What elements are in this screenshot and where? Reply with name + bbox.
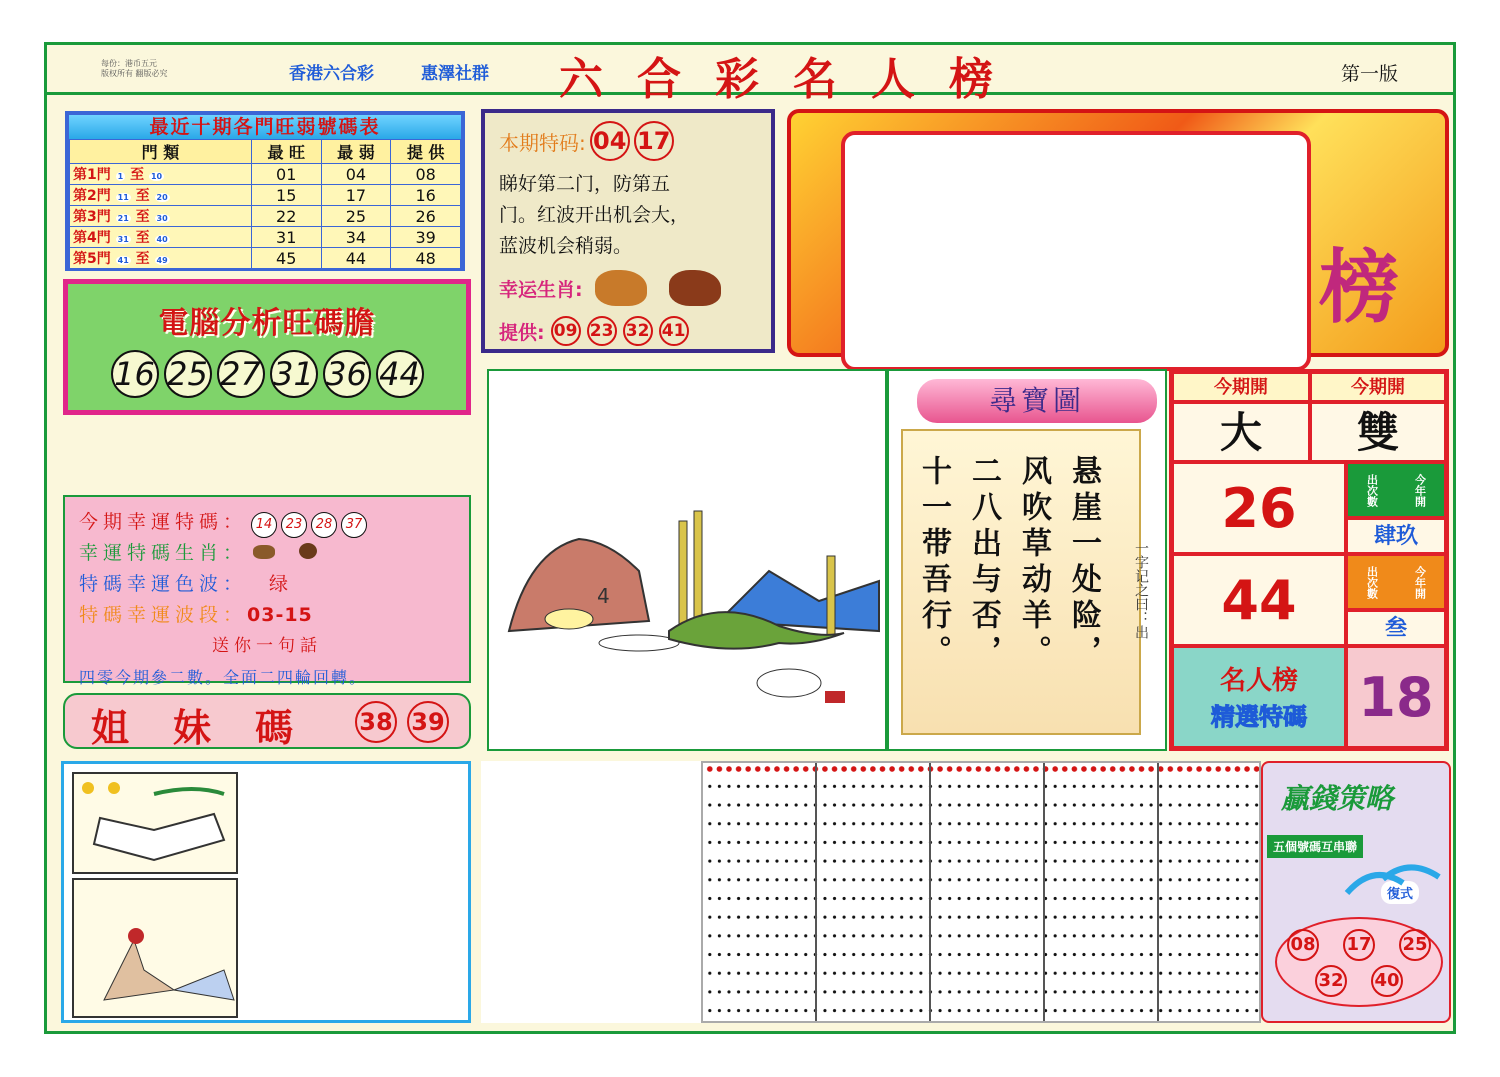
poem-column: 二八出与否， bbox=[966, 455, 1001, 671]
offer-number: 23 bbox=[587, 316, 617, 346]
number-dot-grid bbox=[701, 761, 1261, 1023]
min-cell: 25 bbox=[321, 206, 391, 227]
riddle-picture bbox=[487, 369, 887, 751]
lucky-row: 送你一句話 bbox=[212, 636, 322, 656]
scholar-image bbox=[72, 878, 238, 1018]
range-to-label: 至 bbox=[130, 167, 145, 183]
text-line: 睇好第二门，防第五 bbox=[499, 173, 671, 195]
lucky-row bbox=[79, 600, 455, 631]
text-line: 蓝波机会稍弱。 bbox=[499, 235, 633, 257]
lucky-row bbox=[79, 507, 455, 538]
banner-blank-panel bbox=[841, 131, 1311, 371]
mingren-cell bbox=[1172, 646, 1346, 748]
door-cell bbox=[70, 206, 252, 227]
header-cell: 最 旺 bbox=[251, 140, 321, 164]
header-cell: 門 類 bbox=[70, 140, 252, 164]
lizard-scene-image bbox=[489, 371, 885, 749]
range-from: 11 bbox=[117, 193, 129, 202]
max-cell: 15 bbox=[251, 185, 321, 206]
zodiac-row bbox=[499, 270, 757, 306]
min-cell: 44 bbox=[321, 248, 391, 269]
offer-row bbox=[499, 316, 757, 346]
page-frame bbox=[44, 42, 1456, 1034]
brand-community: 惠澤社群 bbox=[421, 64, 489, 84]
ox-icon bbox=[669, 270, 721, 306]
header-cell: 提 供 bbox=[391, 140, 461, 164]
sister-number: 39 bbox=[407, 701, 449, 743]
door-label: 第5門 bbox=[73, 251, 111, 267]
header-cell: 最 弱 bbox=[321, 140, 391, 164]
pc-number: 31 bbox=[270, 350, 318, 398]
bottom-left-panel bbox=[61, 761, 471, 1023]
range-to-label: 至 bbox=[135, 251, 150, 267]
strategy-title: 贏錢策略 bbox=[1281, 782, 1394, 815]
special-code-box bbox=[481, 109, 775, 353]
copyright-line: 版权所有 翻版必究 bbox=[101, 69, 168, 78]
page-title: 六合彩名人榜 bbox=[559, 54, 1027, 105]
grid-divider bbox=[929, 763, 931, 1021]
strategy-tag: 五個號碼互串聯 bbox=[1267, 835, 1363, 858]
table-header-row bbox=[70, 140, 461, 164]
range-from: 41 bbox=[117, 256, 129, 265]
offer-cell: 39 bbox=[391, 227, 461, 248]
count-tag-b: 今年開 bbox=[1413, 565, 1427, 599]
treasure-body bbox=[901, 429, 1149, 735]
door-cell bbox=[70, 248, 252, 269]
lucky-label: 幸運特碼生肖： bbox=[79, 542, 248, 564]
text-line: 门。红波开出机会大， bbox=[499, 204, 690, 226]
lucky-label: 今期幸運特碼： bbox=[79, 511, 248, 533]
header bbox=[47, 45, 1453, 105]
door-cell bbox=[70, 185, 252, 206]
strategy-number: 40 bbox=[1371, 965, 1403, 997]
big-small-value: 大 bbox=[1172, 402, 1310, 462]
sister-number: 38 bbox=[355, 701, 397, 743]
monkey-icon bbox=[299, 543, 317, 559]
table-row bbox=[70, 206, 461, 227]
grid-divider bbox=[815, 763, 817, 1021]
fushi-label: 復式 bbox=[1381, 881, 1419, 904]
lucky-label: 特碼幸運色波： bbox=[79, 573, 248, 595]
brand-hk-lottery: 香港六合彩 bbox=[289, 64, 374, 84]
strategy-number: 25 bbox=[1399, 929, 1431, 961]
count-value: 肆玖 bbox=[1346, 518, 1446, 554]
lucky-row bbox=[79, 538, 455, 569]
lucky-label: 特碼幸運波段： bbox=[79, 604, 248, 626]
special-code-text bbox=[499, 169, 757, 262]
door-cell bbox=[70, 164, 252, 185]
lucky-number: 14 bbox=[251, 512, 277, 538]
poem-column: 风吹草动羊。 bbox=[1016, 455, 1051, 671]
strategy-box bbox=[1261, 761, 1451, 1023]
poem-column: 十一带吾行。 bbox=[916, 455, 951, 671]
offer-number: 32 bbox=[623, 316, 653, 346]
edition-label: 第一版 bbox=[1341, 63, 1399, 85]
table-row bbox=[70, 248, 461, 269]
min-cell: 17 bbox=[321, 185, 391, 206]
price-line: 每份：港币五元 bbox=[101, 59, 157, 68]
door-cell bbox=[70, 227, 252, 248]
lucky-value: 03-15 bbox=[247, 604, 313, 626]
treasure-side-note: 一字记之曰：出 bbox=[1133, 541, 1149, 639]
strategy-number: 08 bbox=[1287, 929, 1319, 961]
table-row bbox=[70, 164, 461, 185]
range-to: 10 bbox=[150, 172, 163, 181]
offer-cell: 08 bbox=[391, 164, 461, 185]
max-cell: 45 bbox=[251, 248, 321, 269]
strategy-number: 32 bbox=[1315, 965, 1347, 997]
range-to-label: 至 bbox=[135, 209, 150, 225]
lucky-number: 23 bbox=[281, 512, 307, 538]
banner-glyph: 榜 bbox=[1319, 240, 1399, 334]
odd-even-value: 雙 bbox=[1310, 402, 1446, 462]
offer-cell: 26 bbox=[391, 206, 461, 227]
door-label: 第2門 bbox=[73, 188, 111, 204]
grid-divider bbox=[1157, 763, 1159, 1021]
special-code-label: 本期特码: bbox=[499, 130, 586, 155]
open-book-icon bbox=[74, 774, 236, 872]
count-tag-a: 出次數 bbox=[1365, 565, 1379, 599]
lucky-number: 28 bbox=[311, 512, 337, 538]
offer-label: 提供: bbox=[499, 321, 545, 344]
max-cell: 22 bbox=[251, 206, 321, 227]
poem-column: 悬崖一处险， bbox=[1066, 455, 1101, 671]
count-tag-a: 出次數 bbox=[1365, 473, 1379, 507]
special-number: 04 bbox=[590, 121, 630, 161]
treasure-title: 尋寶圖 bbox=[917, 379, 1157, 423]
special-code-header bbox=[499, 121, 757, 161]
strength-table bbox=[65, 111, 465, 271]
table-title: 最近十期各門旺弱號碼表 bbox=[69, 115, 461, 139]
featured-number: 18 bbox=[1346, 646, 1446, 748]
special-number: 17 bbox=[634, 121, 674, 161]
scholar-scene-icon bbox=[74, 880, 236, 1016]
pc-analysis-box bbox=[63, 279, 471, 415]
svg-text:4: 4 bbox=[597, 584, 610, 608]
price-note bbox=[101, 59, 168, 79]
number-cell: 44 bbox=[1172, 554, 1346, 646]
offer-number: 09 bbox=[551, 316, 581, 346]
lucky-value: 绿 bbox=[269, 573, 294, 595]
zodiac-label: 幸运生肖: bbox=[499, 278, 583, 301]
offer-cell: 48 bbox=[391, 248, 461, 269]
range-to: 40 bbox=[156, 235, 168, 244]
wave-icon bbox=[1343, 859, 1443, 899]
dot-grid-header bbox=[705, 765, 1259, 773]
range-from: 1 bbox=[117, 172, 124, 181]
book-image bbox=[72, 772, 238, 874]
count-value: 叁 bbox=[1346, 610, 1446, 646]
door-label: 第3門 bbox=[73, 209, 111, 225]
bottom-blank-panel bbox=[481, 761, 701, 1023]
pc-analysis-title: 電腦分析旺碼膽 bbox=[158, 306, 376, 341]
range-to-label: 至 bbox=[135, 188, 150, 204]
kai-header: 今期開 bbox=[1172, 372, 1310, 402]
pc-number: 36 bbox=[323, 350, 371, 398]
strategy-oval bbox=[1275, 917, 1443, 1007]
min-cell: 04 bbox=[321, 164, 391, 185]
table-grid bbox=[69, 139, 461, 269]
lucky-box bbox=[63, 495, 471, 687]
pc-number: 27 bbox=[217, 350, 265, 398]
max-cell: 01 bbox=[251, 164, 321, 185]
pc-number-row bbox=[68, 350, 466, 398]
strategy-number: 17 bbox=[1343, 929, 1375, 961]
jingxuan-label: 精選特碼 bbox=[1211, 703, 1307, 731]
tiger-icon bbox=[595, 270, 647, 306]
range-to-label: 至 bbox=[135, 230, 150, 246]
number-cell: 26 bbox=[1172, 462, 1346, 554]
grid-divider bbox=[1043, 763, 1045, 1021]
max-cell: 31 bbox=[251, 227, 321, 248]
result-grid bbox=[1169, 369, 1449, 751]
dot-grid-pattern bbox=[705, 777, 1259, 1021]
range-from: 31 bbox=[117, 235, 129, 244]
offer-number: 41 bbox=[659, 316, 689, 346]
count-tag bbox=[1346, 554, 1446, 610]
count-tag-b: 今年開 bbox=[1413, 473, 1427, 507]
range-to: 30 bbox=[156, 214, 168, 223]
lucky-number: 37 bbox=[341, 512, 367, 538]
sister-title: 姐妹碼 bbox=[91, 705, 338, 750]
mingren-label: 名人榜 bbox=[1219, 666, 1298, 696]
lucky-row: 四零今期參二數。全面二四輪回轉。 bbox=[79, 668, 368, 687]
lucky-row bbox=[79, 569, 455, 600]
pc-number: 16 bbox=[111, 350, 159, 398]
min-cell: 34 bbox=[321, 227, 391, 248]
treasure-poem bbox=[917, 455, 1099, 671]
offer-cell: 16 bbox=[391, 185, 461, 206]
pc-number: 25 bbox=[164, 350, 212, 398]
table-row bbox=[70, 185, 461, 206]
sister-code-box bbox=[63, 693, 471, 749]
table-row bbox=[70, 227, 461, 248]
door-label: 第4門 bbox=[73, 230, 111, 246]
horse-icon bbox=[253, 545, 275, 559]
door-label: 第1門 bbox=[73, 167, 111, 183]
kai-header: 今期開 bbox=[1310, 372, 1446, 402]
range-to: 20 bbox=[156, 193, 168, 202]
pc-number: 44 bbox=[376, 350, 424, 398]
range-from: 21 bbox=[117, 214, 129, 223]
count-tag bbox=[1346, 462, 1446, 518]
treasure-map bbox=[887, 369, 1167, 751]
range-to: 49 bbox=[156, 256, 168, 265]
